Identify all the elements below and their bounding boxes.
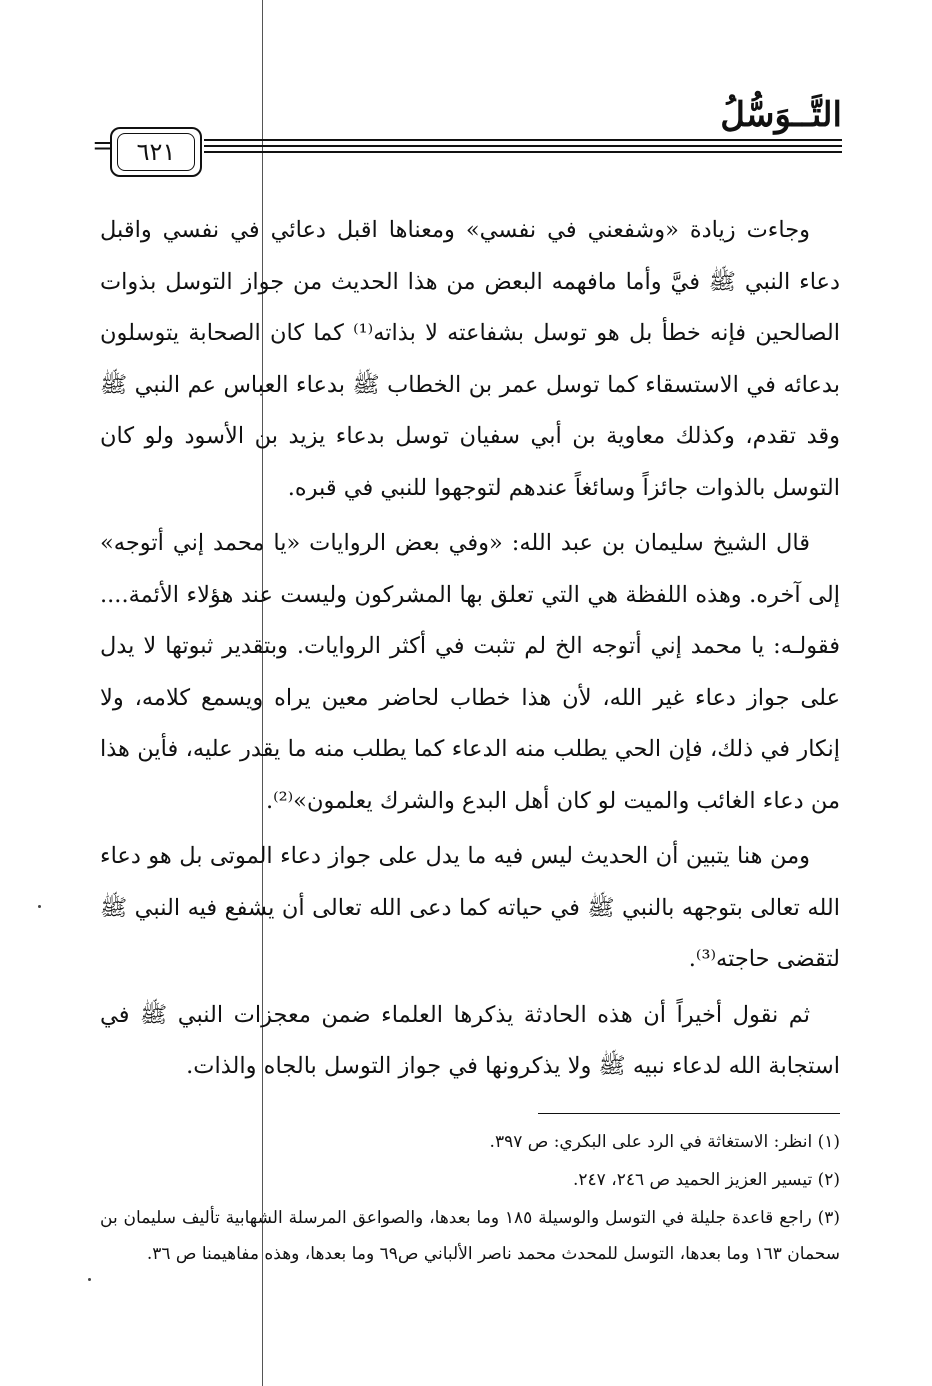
footnotes xyxy=(100,1124,840,1272)
footnote: (٢) تيسير العزيز الحميد ص ٢٤٦، ٢٤٧. xyxy=(573,1170,840,1190)
page-number-frame xyxy=(110,127,202,177)
paragraph: ثم نقول أخيراً أن هذه الحادثة يذكرها العلماء ضمن معجزات النبي ﷺ في استجابة الله لدعاء نبيه ﷺ ولا يذكرونها في جواز التوسل بالجاه والذات. xyxy=(100,1001,840,1079)
running-title: التَّــوَسُّلُ xyxy=(720,95,842,135)
page-header xyxy=(92,95,842,190)
footnote-separator xyxy=(538,1113,840,1114)
footnote: (١) انظر: الاستغاثة في الرد على البكري: ص ٣٩٧. xyxy=(489,1132,840,1152)
header-equals-mark: = xyxy=(92,131,114,161)
paragraph: قال الشيخ سليمان بن عبد الله: «وفي بعض الروايات «يا محمد إني أتوجه» إلى آخره. وهذه اللفظة هي التي تعلق بها المشركون وليست عند هؤلاء الأئمة.... فقولـه: يا محمد إني أتوجه الخ لم تثبت في أكثر الروايات. وبتقدير ثبوتها لا يدل على جواز دعاء غير الله، لأن هذا خطاب لحاضر معين يراه ويسمع كلامه، ولا إنكار في ذلك، فإن الحي يطلب منه الدعاء كما يطلب منه ما يقدر عليه، فأين هذا من دعاء الغائب والميت لو كان أهل البدع والشرك يعلمون»⁽²⁾. xyxy=(100,530,840,814)
body-text xyxy=(100,205,840,1093)
scan-speck xyxy=(38,905,41,908)
header-rule xyxy=(204,139,842,141)
page-number: ٦٢١ xyxy=(117,133,195,171)
footnote: (٣) راجع قاعدة جليلة في التوسل والوسيلة ١٨٥ وما بعدها، والصواعق المرسلة الشهابية تأليف سليمان بن سحمان ١٦٣ وما بعدها، التوسل للمحدث محمد ناصر الألباني ص٦٩ وما بعدها، وهذه مفاهيمنا ص ٣٦. xyxy=(100,1208,840,1264)
header-rule xyxy=(204,145,842,147)
paragraph: ومن هنا يتبين أن الحديث ليس فيه ما يدل على جواز دعاء الموتى بل هو دعاء الله تعالى بتوجهه بالنبي ﷺ في حياته كما دعى الله تعالى أن يشفع فيه النبي ﷺ لتقضى حاجته⁽³⁾. xyxy=(100,843,840,972)
scan-speck xyxy=(88,1278,91,1281)
paragraph: وجاءت زيادة «وشفعني في نفسي» ومعناها اقبل دعائي في نفسي واقبل دعاء النبي ﷺ فيَّ وأما مافهمه البعض من هذا الحديث من جواز التوسل بذوات الصالحين فإنه خطأ بل هو توسل بشفاعته لا بذاته⁽¹⁾ كما كان الصحابة يتوسلون بدعائه في الاستسقاء كما توسل عمر بن الخطاب ﷺ بدعاء العباس عم النبي ﷺ وقد تقدم، وكذلك معاوية بن أبي سفيان توسل بدعاء يزيد بن الأسود ولو كان التوسل بالذوات جائزاً وسائغاً عندهم لتوجهوا للنبي في قبره. xyxy=(100,217,841,501)
header-rule xyxy=(204,151,842,153)
